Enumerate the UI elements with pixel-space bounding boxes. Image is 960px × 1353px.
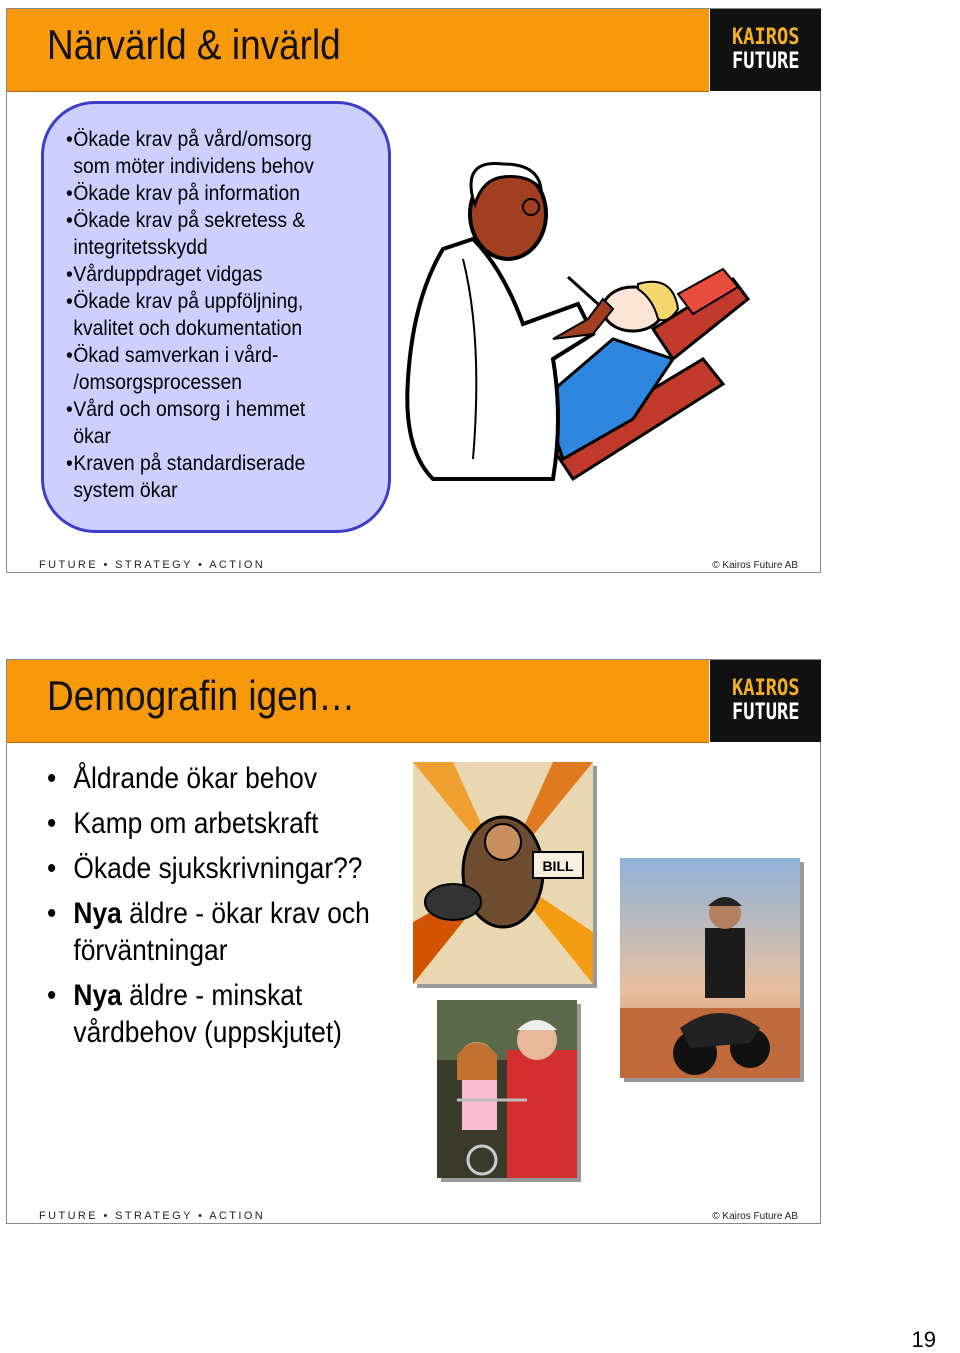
logo-line2: FUTURE bbox=[731, 700, 800, 725]
title-bar bbox=[7, 9, 709, 92]
bullet-bubble bbox=[41, 101, 391, 533]
list-item: • Ökade krav på vård/omsorg som möter individens behov bbox=[66, 128, 314, 178]
footer-tagline: FUTURE • STRATEGY • ACTION bbox=[39, 1210, 266, 1222]
footer-tagline: FUTURE • STRATEGY • ACTION bbox=[39, 559, 266, 571]
list-item: • Kraven på standardiserade system ökar bbox=[66, 452, 306, 502]
comic-kick-photo bbox=[413, 762, 593, 984]
list-item: • Ökad samverkan i vård- /omsorgsprocessen bbox=[66, 344, 279, 394]
slide-title: Närvärld & invärld bbox=[47, 21, 341, 68]
list-item: • Åldrande ökar behov bbox=[47, 760, 370, 797]
kairos-logo bbox=[710, 660, 821, 742]
logo-line1: KAIROS bbox=[731, 25, 800, 50]
dentist-clipart bbox=[403, 159, 753, 484]
title-bar bbox=[7, 660, 709, 743]
list-item: • Ökade krav på uppföljning, kvalitet och dokumentation bbox=[66, 290, 304, 340]
biker-photo bbox=[620, 858, 800, 1078]
list-item: • Kamp om arbetskraft bbox=[47, 805, 370, 842]
list-item: • Nya äldre - minskat vårdbehov (uppskjutet) bbox=[47, 977, 370, 1051]
bullet-list bbox=[47, 760, 414, 1059]
grandfather-girl-photo bbox=[437, 1000, 577, 1178]
logo-line1: KAIROS bbox=[731, 676, 800, 701]
bullet-list bbox=[44, 104, 388, 504]
page-number: 19 bbox=[911, 1327, 936, 1352]
kairos-logo bbox=[710, 9, 821, 91]
slide-narvarld bbox=[6, 8, 821, 573]
slide-title: Demografin igen… bbox=[47, 672, 356, 719]
slide-demografin bbox=[6, 659, 821, 1224]
logo-line2: FUTURE bbox=[731, 49, 800, 74]
list-item: • Ökade krav på sekretess & integritetsskydd bbox=[66, 209, 306, 259]
footer-copyright: © Kairos Future AB bbox=[712, 1211, 798, 1222]
list-item: • Ökade krav på information bbox=[66, 182, 300, 205]
footer-copyright: © Kairos Future AB bbox=[712, 560, 798, 571]
list-item: • Ökade sjukskrivningar?? bbox=[47, 850, 370, 887]
list-item: • Vård och omsorg i hemmet ökar bbox=[66, 398, 306, 448]
list-item: • Nya äldre - ökar krav och förväntningar bbox=[47, 895, 370, 969]
list-item: • Vårduppdraget vidgas bbox=[66, 263, 263, 286]
bill-sign-text: BILL bbox=[542, 858, 574, 874]
